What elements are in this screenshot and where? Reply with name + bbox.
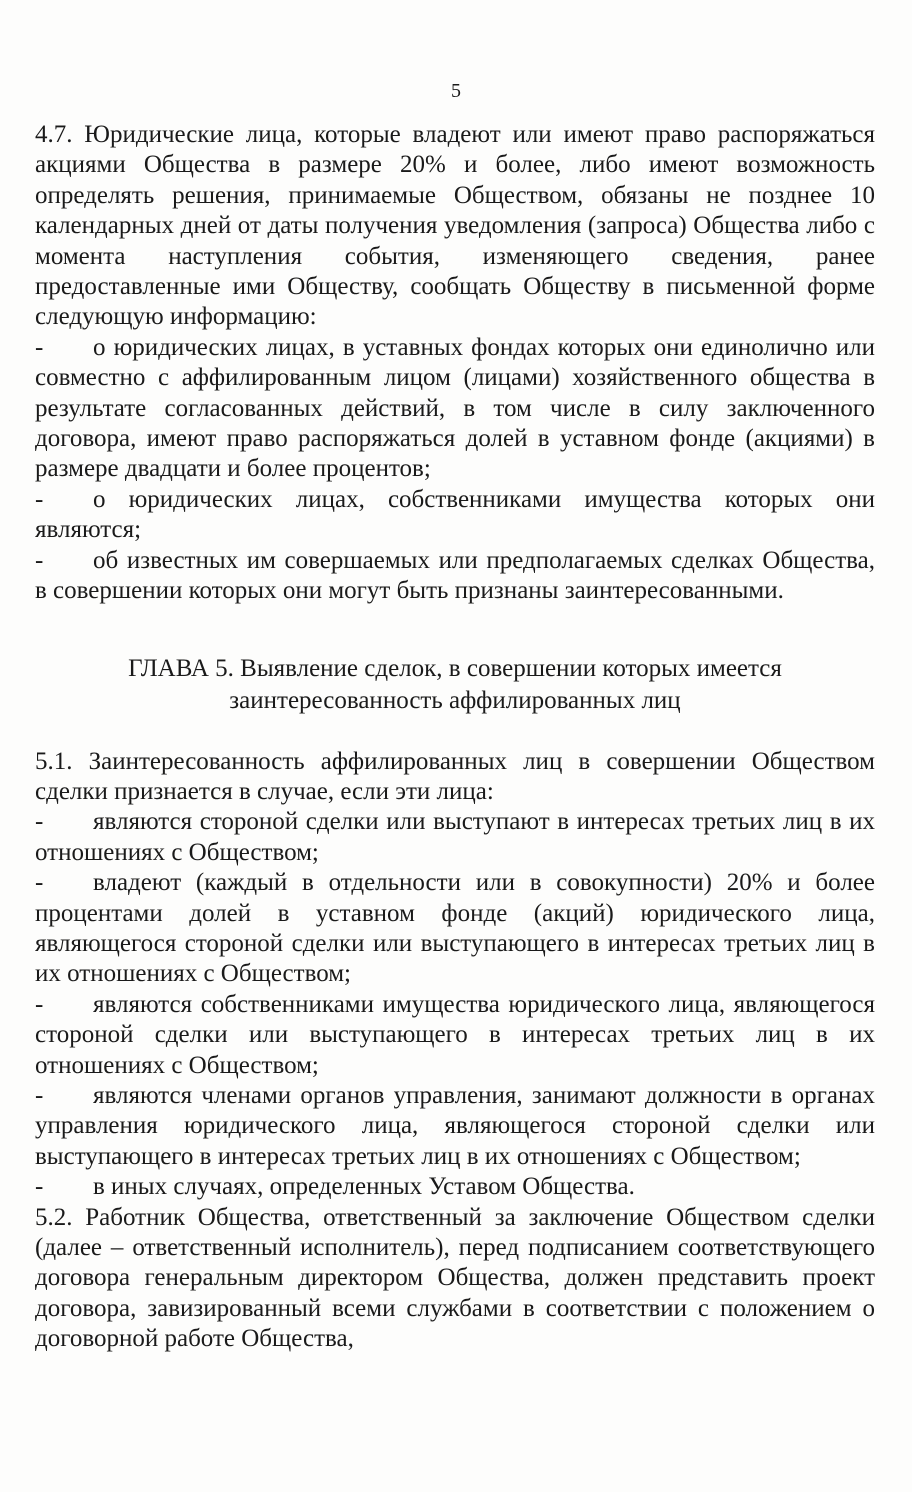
list-dash: - [35, 808, 44, 836]
list-item-text: являются собственниками имущества юридического лица, являющегося стороной сделки или выступающего в интересах третьих лиц в их отношениях с Обществом; [35, 990, 875, 1079]
list-item-text: об известных им совершаемых или предполагаемых сделках Общества, в совершении которых они могут быть признаны заинтересованными. [35, 546, 875, 605]
section-4-7-intro: 4.7. Юридические лица, которые владеют или имеют право распоряжаться акциями Общества в размере 20% и более, либо имеют возможность определять решения, принимаемые Обществом, обязаны не позднее 10 календарных дней от даты получения уведомления (запроса) Общества либо с момента наступления события, изменяющего сведения, ранее предоставленные ими Обществу, сообщать Обществу в письменной форме следующую информацию: [35, 121, 875, 331]
list-item-text: являются стороной сделки или выступают в интересах третьих лиц в их отношениях с Обществом; [35, 808, 875, 866]
chapter-heading-line-1: ГЛАВА 5. Выявление сделок, в совершении которых имеется [128, 654, 782, 682]
list-item-text: являются членами органов управления, занимают должности в органах управления юридического лица, являющегося стороной сделки или выступающего в интересах третьих лиц в их отношениях с Обществом; [35, 1081, 875, 1170]
section-5-1-intro: 5.1. Заинтересованность аффилированных лиц в совершении Обществом сделки признается в случае, если эти лица: [35, 747, 875, 805]
list-item [35, 1081, 875, 1172]
list-dash: - [35, 1081, 44, 1109]
list-dash: - [35, 333, 44, 361]
list-item [35, 990, 875, 1081]
list-item-text: в иных случаях, определенных Уставом Общества. [93, 1173, 635, 1201]
list-item [35, 485, 875, 546]
list-item-text: о юридических лицах, собственниками имущества которых они являются; [35, 485, 875, 544]
list-dash: - [35, 869, 44, 897]
list-dash: - [35, 1173, 44, 1201]
list-dash: - [35, 485, 44, 513]
list-item [35, 868, 875, 990]
section-5-2-text: 5.2. Работник Общества, ответственный за заключение Обществом сделки (далее – ответственный исполнитель), перед подписанием соответствующего договора генеральным директором Общества, должен представить проект договора, завизированный всеми службами в соответствии с положением о договорной работе Общества, [35, 1203, 875, 1353]
list-item [35, 333, 875, 485]
list-dash: - [35, 546, 44, 574]
list-item-text: владеют (каждый в отдельности или в совокупности) 20% и более процентами долей в уставном фонде (акций) юридического лица, являющегося стороной сделки или выступающего в интересах третьих лиц в их отношениях с Обществом; [35, 869, 875, 988]
list-item-text: о юридических лицах, в уставных фондах которых они единолично или совместно с аффилированным лицом (лицами) хозяйственного общества в результате согласованных действий, в том числе в силу заключенного договора, имеют право распоряжаться долей в уставном фонде (акциями) в размере двадцати и более процентов; [35, 333, 875, 483]
list-item [35, 1172, 875, 1202]
document-body [35, 120, 875, 1355]
page-number: 5 [451, 80, 461, 102]
chapter-heading-line-2: заинтересованность аффилированных лиц [229, 686, 681, 714]
list-dash: - [35, 990, 44, 1018]
list-item [35, 546, 875, 607]
list-item [35, 807, 875, 868]
